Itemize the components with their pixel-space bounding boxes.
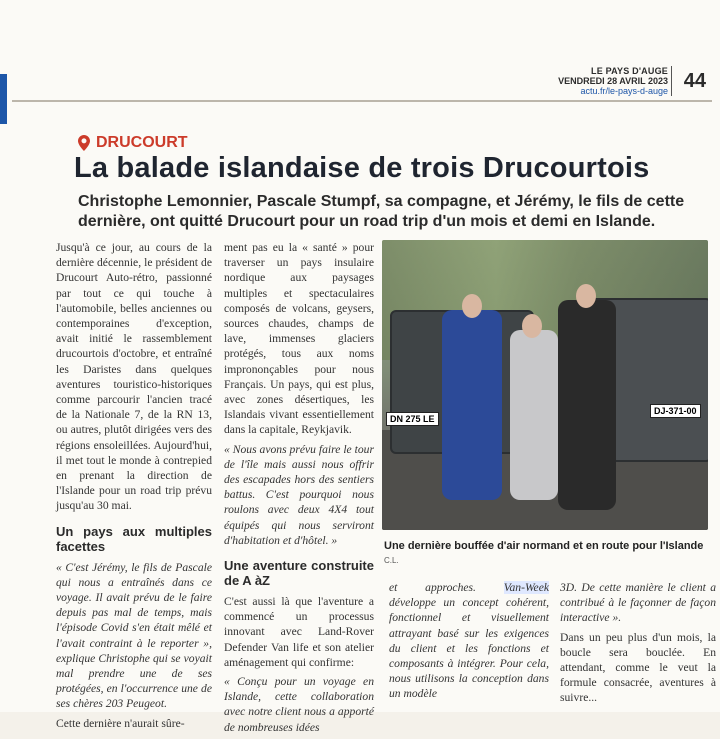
kicker-label: DRUCOURT <box>96 134 188 151</box>
newspaper-header <box>558 66 668 96</box>
issue-date: VENDREDI 28 AVRIL 2023 <box>558 76 668 86</box>
article-photo <box>382 240 708 530</box>
article-column-4 <box>560 580 716 710</box>
person-3-head <box>576 284 596 308</box>
subheading: Un pays aux multiples facettes <box>56 523 212 554</box>
paragraph: Jusqu'à ce jour, au cours de la dernière décennie, le président de Drucourt Auto-rétro, passionné par tout ce qui touche à l'automobile, belles anciennes ou contemporaines d'exception, avait initié le rassemblement drucourtois d'octobre, et entraîné les Daristes dans quelques aventures touristico-historiques comme parcourir l'ancien tracé de la Nationale 7, de la RN 13, ou autres, plutôt dirigées vers des régions ensoleillées. Aujourd'hui, il met tout le monde à contrepied en prenant la direction de l'Islande pour un road trip prévu jusqu'au 30 mai. <box>56 241 212 513</box>
paragraph-part: développe un concept cohérent, fonctionnel et visuellement attrayant basé sur les exigences du client et les fonctions et composants à intégrer. Pour cela, nous utilisons la conception dans un modèle <box>389 596 549 701</box>
paragraph-part: et approches. <box>389 581 504 594</box>
paragraph: « Nous avons prévu faire le tour de l'île mais aussi nous offrir des escapades hors des sentiers battus. C'est pourquoi nous roulons avec deux 4X4 tout équipés qui nous serviront d'habitation et d'hôtel. » <box>224 442 374 547</box>
paragraph: Cette dernière n'aurait sûre- <box>56 716 185 730</box>
paragraph: Dans un peu plus d'un mois, la boucle sera bouclée. En attendant, comme le veut la formule consacrée, aventures à suivre... <box>560 630 716 705</box>
paragraph: « Conçu pour un voyage en Islande, cette collaboration avec notre client nous a apporté de nombreuses idées <box>224 675 374 734</box>
article-headline: La balade islandaise de trois Drucourtois <box>74 152 650 184</box>
person-1-head <box>462 294 482 318</box>
section-color-bar <box>0 74 7 124</box>
header-separator <box>671 66 672 96</box>
page-number: 44 <box>683 70 706 92</box>
article-column-3 <box>389 580 549 706</box>
newspaper-brand: LE PAYS D'AUGE <box>591 66 668 76</box>
paragraph: ment pas eu la « santé » pour traverser un pays insulaire nordique aux paysages multiples et spectaculaires composés de volcans, geysers, sources chaudes, champs de lave, immenses glaciers protégés, tous aux noms imprononçables pour nous Français. Un pays, qui est plus, avec zones désertiques, les Islandais vivant essentiellement dans la capitale, Reykjavik. <box>224 241 374 437</box>
photo-caption: Une dernière bouffée d'air normand et en route pour l'Islande <box>384 540 704 552</box>
paragraph <box>389 580 549 702</box>
photo-credit: C.L. <box>384 556 399 565</box>
paragraph: « C'est Jérémy, le fils de Pascale qui nous a entraînés dans ce voyage. Il avait prévu de le faire depuis pas mal de temps, mais l'épisode Covid s'en était mêlé et l'avait contraint à le reporter », explique Christophe qui se voyait mal prendre une de ses protégées, en l'occurrence une de ses chères 203 Peugeot. <box>56 560 212 711</box>
license-plate-left: DN 275 LE <box>386 412 439 426</box>
masthead-rule <box>12 100 712 102</box>
article-column-1 <box>56 240 212 735</box>
location-pin-icon <box>78 135 90 151</box>
person-2 <box>510 330 558 500</box>
person-3 <box>558 300 616 510</box>
person-1 <box>442 310 502 500</box>
article-standfirst: Christophe Lemonnier, Pascale Stumpf, sa compagne, et Jérémy, le fils de cette dernière, ont quitté Drucourt pour un road trip d'un mois et demi en Islande. <box>78 193 685 230</box>
brand-name: Van-Week <box>503 581 549 594</box>
person-2-head <box>522 314 542 338</box>
paragraph: C'est aussi là que l'aventure a commencé un processus innovant avec Land-Rover Defender Van life et son atelier aménagement qui confirme: <box>224 595 374 669</box>
paragraph: 3D. De cette manière le client a contribué à le façonner de façon interactive ». <box>560 581 716 625</box>
article-column-2 <box>224 240 374 739</box>
location-kicker <box>78 134 188 152</box>
website-url: actu.fr/le-pays-d-auge <box>580 86 668 96</box>
license-plate-right: DJ-371-00 <box>650 404 701 418</box>
subheading: Une aventure construite de A àZ <box>224 558 374 589</box>
